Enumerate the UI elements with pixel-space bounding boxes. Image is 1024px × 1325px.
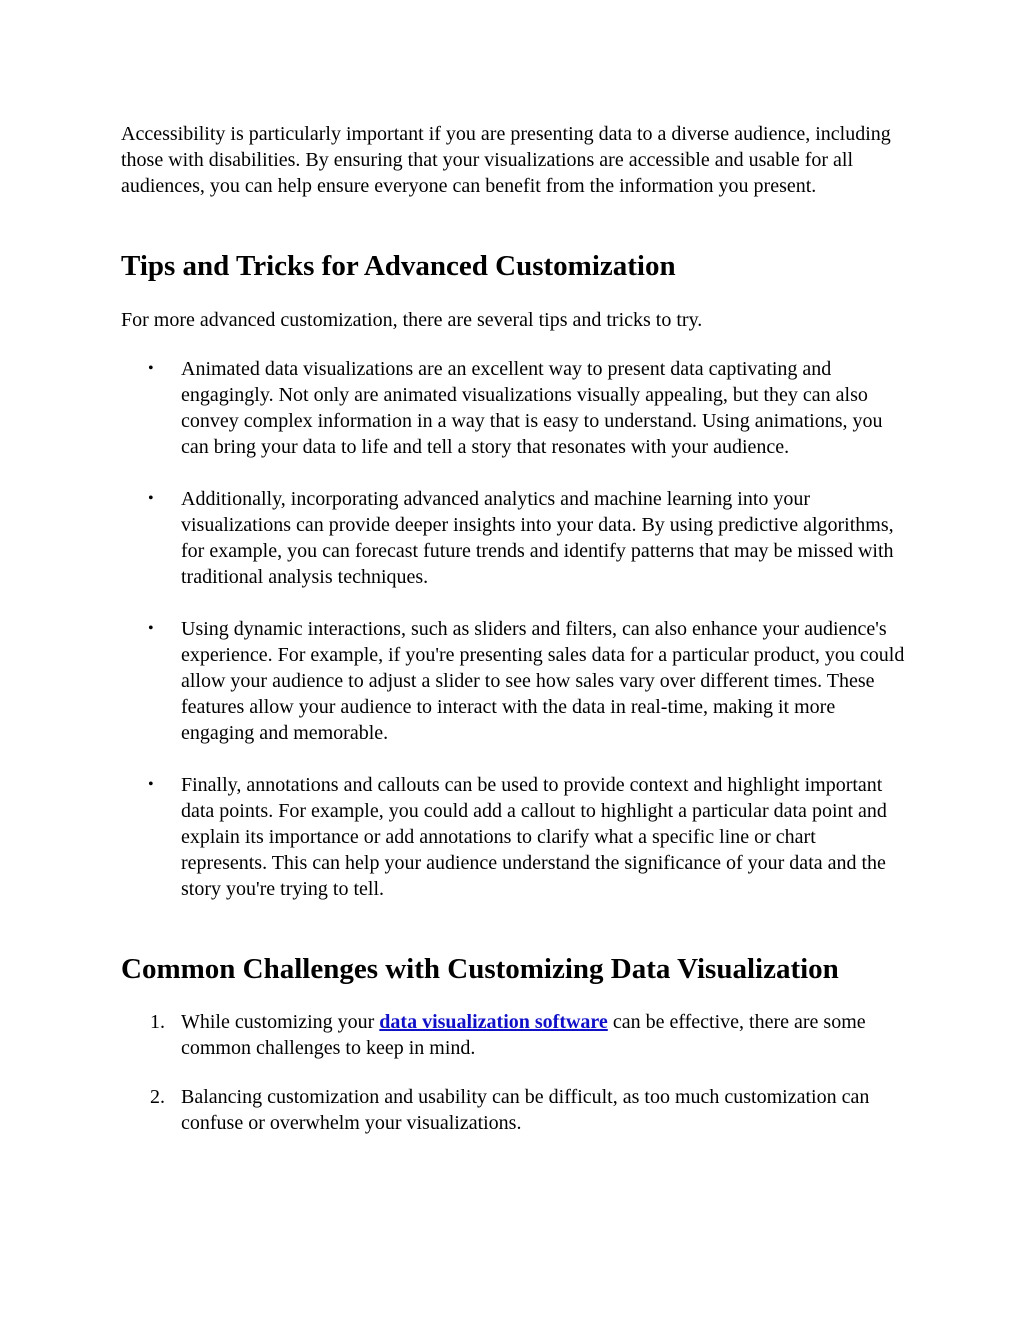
list-item: [121, 1084, 906, 1136]
bullet-icon: •: [148, 360, 154, 377]
list-item: [121, 1009, 906, 1061]
tips-section-heading: Tips and Tricks for Advanced Customization: [121, 250, 676, 282]
list-item-text: Additionally, incorporating advanced analytics and machine learning into your visualizations can provide deeper insights into your data. By using predictive algorithms, for example, you can forecast future trends and identify patterns that may be missed with traditional analysis techniques.: [181, 488, 894, 588]
list-item-text-before-link: While customizing your: [181, 1011, 380, 1033]
intro-paragraph: Accessibility is particularly important if you are presenting data to a diverse audience, including those with disabilities. By ensuring that your visualizations are accessible and usable for all audiences, you can help ensure everyone can benefit from the information you present.: [121, 123, 891, 197]
bullet-icon: •: [148, 776, 154, 793]
list-item: [121, 486, 906, 590]
list-item-number: 2.: [150, 1086, 165, 1108]
challenges-section-heading: Common Challenges with Customizing Data Visualization: [121, 953, 839, 985]
list-item-number: 1.: [150, 1011, 165, 1033]
list-item-text: Using dynamic interactions, such as sliders and filters, can also enhance your audience's experience. For example, if you're presenting sales data for a particular product, you could allow your audience to adjust a slider to see how sales vary over different times. These features allow your audience to interact with the data in real-time, making it more engaging and memorable.: [181, 618, 905, 744]
list-item-text: Finally, annotations and callouts can be used to provide context and highlight important data points. For example, you could add a callout to highlight a particular data point and explain its importance or add annotations to clarify what a specific line or chart represents. This can help your audience understand the significance of your data and the story you're trying to tell.: [181, 774, 887, 900]
list-item-text: Animated data visualizations are an excellent way to present data captivating and engagingly. Not only are animated visualizations visually appealing, but they can also convey complex information in a way that is easy to understand. Using animations, you can bring your data to life and tell a story that resonates with your audience.: [181, 358, 883, 458]
list-item: [121, 772, 906, 902]
list-item: [121, 616, 906, 746]
list-item-text-after-link: can be effective, there are some common challenges to keep in mind.: [181, 1011, 866, 1059]
tips-bullet-list: [121, 356, 911, 928]
data-visualization-software-link[interactable]: data visualization software: [379, 1011, 608, 1033]
bullet-icon: •: [148, 620, 154, 637]
list-item: [121, 356, 906, 460]
bullet-icon: •: [148, 490, 154, 507]
tips-lead-paragraph: For more advanced customization, there are several tips and tricks to try.: [121, 309, 703, 331]
challenges-numbered-list: [121, 1009, 911, 1159]
list-item-text: Balancing customization and usability can be difficult, as too much customization can confuse or overwhelm your visualizations.: [181, 1086, 870, 1134]
